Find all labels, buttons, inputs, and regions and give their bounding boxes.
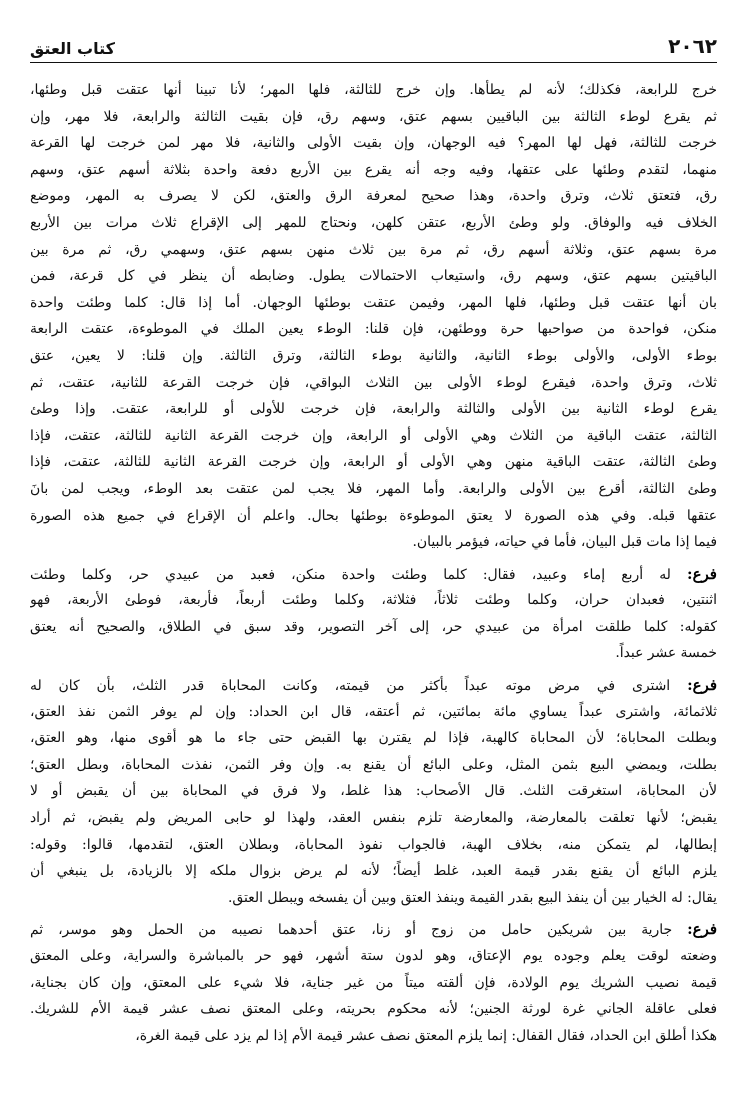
line-text: ثم يقرع لوطء الثالثة بين الباقيين بسهم عتق، وسهم رق، فإن بقيت الثالثة والرابعة، فلا مهر، وإن xyxy=(30,108,717,125)
text-line xyxy=(30,157,717,184)
line-text: ثلاثمائة، واشترى عبداً يساوي مائة بمائتين، ثم أعتقه، قال ابن الحداد: وإن لم يوفر الثمن نفذ العتق، xyxy=(30,703,717,720)
line-text: بوطء الأولى، والأولى بوطء الثانية، والثانية بوطء الثالثة، وترق الثالثة. وإن قلنا: لا يعين، عتق xyxy=(30,347,717,364)
text-line xyxy=(30,476,717,503)
text-line xyxy=(30,503,717,530)
text-line xyxy=(30,77,717,104)
text-line xyxy=(30,672,717,699)
text-line xyxy=(30,343,717,370)
section-label: فرع: xyxy=(687,676,717,695)
line-text: الباقيتين بسهم عتق، وسهم رق، واستيعاب الاحتمالات يطول. وضابطه أن ينظر في كل قرعة، فمن xyxy=(30,268,717,285)
line-text: عتقها قبله. وفي هذه الصورة لا يعتق الموطوءة بوطئها بحال. واعلم أن الإقراع في جميع هذه الصورة xyxy=(30,507,717,524)
text-line xyxy=(30,699,717,726)
text-line xyxy=(30,640,717,667)
text-line xyxy=(30,916,717,943)
running-title: كتاب العتق xyxy=(30,39,115,58)
text-line xyxy=(30,130,717,157)
line-text: اشترى في مرض موته عبداً بأكثر من قيمته، وكانت المحاباة قدر الثلث، بأن كان له xyxy=(30,678,671,695)
paragraph xyxy=(30,672,717,911)
text-line xyxy=(30,263,717,290)
line-text: خمسة عشر عبداً. xyxy=(615,645,717,662)
text-line xyxy=(30,614,717,641)
text-line xyxy=(30,237,717,264)
line-text: منكن، فواحدة من صواحبها حرة ووطئهن، فإن قلنا: الوطء يعين الملك في الموطوءة، عتقت الرابعة xyxy=(30,321,717,338)
line-text: رق، فتعتق ثلاث، وترق واحدة، وهذا صحيح لمعرفة الرق والعتق، لكن لا يصرف به المهر، وموضع xyxy=(30,188,717,205)
page-number: ٢٠٦٢ xyxy=(668,34,717,58)
line-text: كقوله: كلما طلقت امرأة من عبيدي حر، إلى آخر التصوير، وقد سبق في الطلاق، والصحيح أنه يعتق xyxy=(30,618,717,635)
text-line xyxy=(30,725,717,752)
body-text xyxy=(30,77,717,1049)
text-line xyxy=(30,858,717,885)
text-line xyxy=(30,316,717,343)
line-text: بطلت، ويمضي البيع بثمن المثل، وعلى البائع أن يقنع به. وإن وفر الثمن، نفذت المحاباة، وبطل العتق؛ xyxy=(30,756,717,773)
text-line xyxy=(30,587,717,614)
line-text: له أربع إماء وعبيد، فقال: كلما وطئت واحدة منكن، فعبد من عبيدي حر، وكلما وطئت xyxy=(30,566,671,583)
text-line xyxy=(30,529,717,556)
text-line xyxy=(30,752,717,779)
line-text: قيمة نصيب الشريك يوم الولادة، فإن ألقته ميتاً من غير جناية، فلا شيء على المعتق، وإن كان بجناية، xyxy=(30,974,717,991)
line-text: الخلاف فيه والوفاق. ولو وطئ الأربع، عتقن كلهن، ونحتاج للمهر إلى الإقراع ثلاث مرات بين الأربع xyxy=(30,214,717,231)
line-text: إبطالها، لم يتمكن منه، بخلاف الهبة، فالجواب نفوذ المحاباة، وبطلان العتق، لتقدمها، قالوا: وقوله: xyxy=(30,836,717,853)
line-text: يلزم البائع أن يقنع بقدر قيمة العبد، غلط أيضاً؛ لأنه لم يرض بزوال ملكه إلا بالزيادة، بل ينبغي أن xyxy=(30,863,717,880)
line-text: الثالثة، عتقت الباقية من الثلاث وهي الأولى أو الرابعة، وإن خرجت القرعة الثانية للثالثة، عتقت، فإذا xyxy=(30,427,717,444)
line-text: فعلى عاقلة الجاني غرة لورثة الجنين؛ لأنه محكوم بحريته، وعلى المعتق نصف عشر قيمة الأم للشريك. xyxy=(30,1001,717,1018)
line-text: وطئ الثالثة، عتقت الباقية منهن وهي الأولى أو الرابعة، وإن خرجت القرعة الثانية للثالثة، عتقت، فإذا xyxy=(30,454,717,471)
text-line xyxy=(30,943,717,970)
text-line xyxy=(30,561,717,588)
paragraph xyxy=(30,77,717,556)
text-line xyxy=(30,210,717,237)
text-line xyxy=(30,1023,717,1050)
paragraph xyxy=(30,916,717,1049)
page-header xyxy=(30,28,717,63)
text-line xyxy=(30,970,717,997)
line-text: يقبض؛ لأنها تعلقت بالمعارضة، والمعارضة تلزم بنفس العقد، ولهذا لو حابى المريض ولم يقبض، ثم أراد xyxy=(30,810,717,827)
section-label: فرع: xyxy=(687,920,717,939)
text-line xyxy=(30,449,717,476)
line-text: بان أنها عتقت قبل وطئها، فلها المهر، وفيمن عتقت بوطئها الوجهان. أما إذا قال: كلما وطئت واحدة xyxy=(30,294,717,311)
line-text: منهما، لتقدم وطئها على عتقها، وفيه وجه أنه يقرع بين الأربع دفعة واحدة بثلاثة أسهم عتق، وسهم xyxy=(30,161,717,178)
text-line xyxy=(30,805,717,832)
line-text: هكذا أطلق ابن الحداد، فقال القفال: إنما يلزم المعتق نصف عشر قيمة الأم إذا لم يزد على قيمة الغرة، xyxy=(135,1027,717,1044)
line-text: وضعته لوقت يعلم وجوده يوم الإعتاق، وهو لدون ستة أشهر، فهو حر بالمباشرة والسراية، وعلى المعتق xyxy=(30,948,717,964)
line-text: اثنتين، فعبدان حران، وكلما وطئت ثلاثاً، فثلاثة، وكلما وطئت أربعاً، فأربعة، فوطئ الأربعة، فهو xyxy=(30,592,717,609)
text-line xyxy=(30,996,717,1023)
line-text: مرة بسهم عتق، وثلاثة أسهم رق، ثم مرة بين ثلاث منهن بسهم عتق، وسهمي رق، ثم مرة بين xyxy=(30,241,717,258)
text-line xyxy=(30,423,717,450)
line-text: جارية بين شريكين حامل من زوج أو زنا، عتق أحدهما نصيبه من الحمل وهو موسر، ثم xyxy=(30,922,673,939)
text-line xyxy=(30,778,717,805)
text-line xyxy=(30,370,717,397)
paragraph xyxy=(30,561,717,667)
line-text: وبطلت المحاباة؛ لأن المحاباة كالهبة، فإذا لم يقترن بها القبض حتى جاء ما هو أقوى منها، وهو العتق، xyxy=(30,730,717,747)
line-text: يقال: له الخيار بين أن ينفذ البيع بقدر القيمة وينفذ العتق وبين أن يفسخه ويبطل العتق. xyxy=(227,889,717,906)
line-text: ثلاث، وترق واحدة، فيقرع لوطء الأولى بين الثلاث البواقي، فإن خرجت القرعة للثانية، عتقت، ثم xyxy=(30,374,717,391)
text-line xyxy=(30,832,717,859)
line-text: لأن المحاباة، استغرقت الثلث. قال الأصحاب: هذا غلط، ولا فرق في المحاباة بين أن يقبض أو لا xyxy=(30,783,717,800)
line-text: يقرع لوطء الثانية بين الأولى والثالثة والرابعة، فإن خرجت للأولى أو للرابعة، عتقت. وإذا وطئ xyxy=(30,401,717,418)
text-line xyxy=(30,290,717,317)
text-line xyxy=(30,104,717,131)
text-line xyxy=(30,885,717,912)
book-page xyxy=(30,28,717,1088)
line-text: وطئ الثالثة، أقرع بين الأولى والرابعة. وأما المهر، فلا يجب لمن عتقت بعد الوطء، ويجب لمن بانَ xyxy=(30,480,717,497)
section-label: فرع: xyxy=(687,564,717,583)
line-text: خرجت للثالثة، فهل لها المهر؟ فيه الوجهان، وإن بقيت الأولى والثانية، فلا مهر لمن خرجت لها القرعة xyxy=(30,135,717,152)
line-text: خرج للرابعة، فكذلك؛ لأنه لم يطأها. وإن خرج للثالثة، فلها المهر؛ لأنا تبينا أنها عتقت قبل وطئها، xyxy=(30,82,717,98)
text-line xyxy=(30,183,717,210)
text-line xyxy=(30,396,717,423)
line-text: فيما إذا مات قبل البيان، فأما في حياته، فيؤمر بالبيان. xyxy=(412,534,717,551)
